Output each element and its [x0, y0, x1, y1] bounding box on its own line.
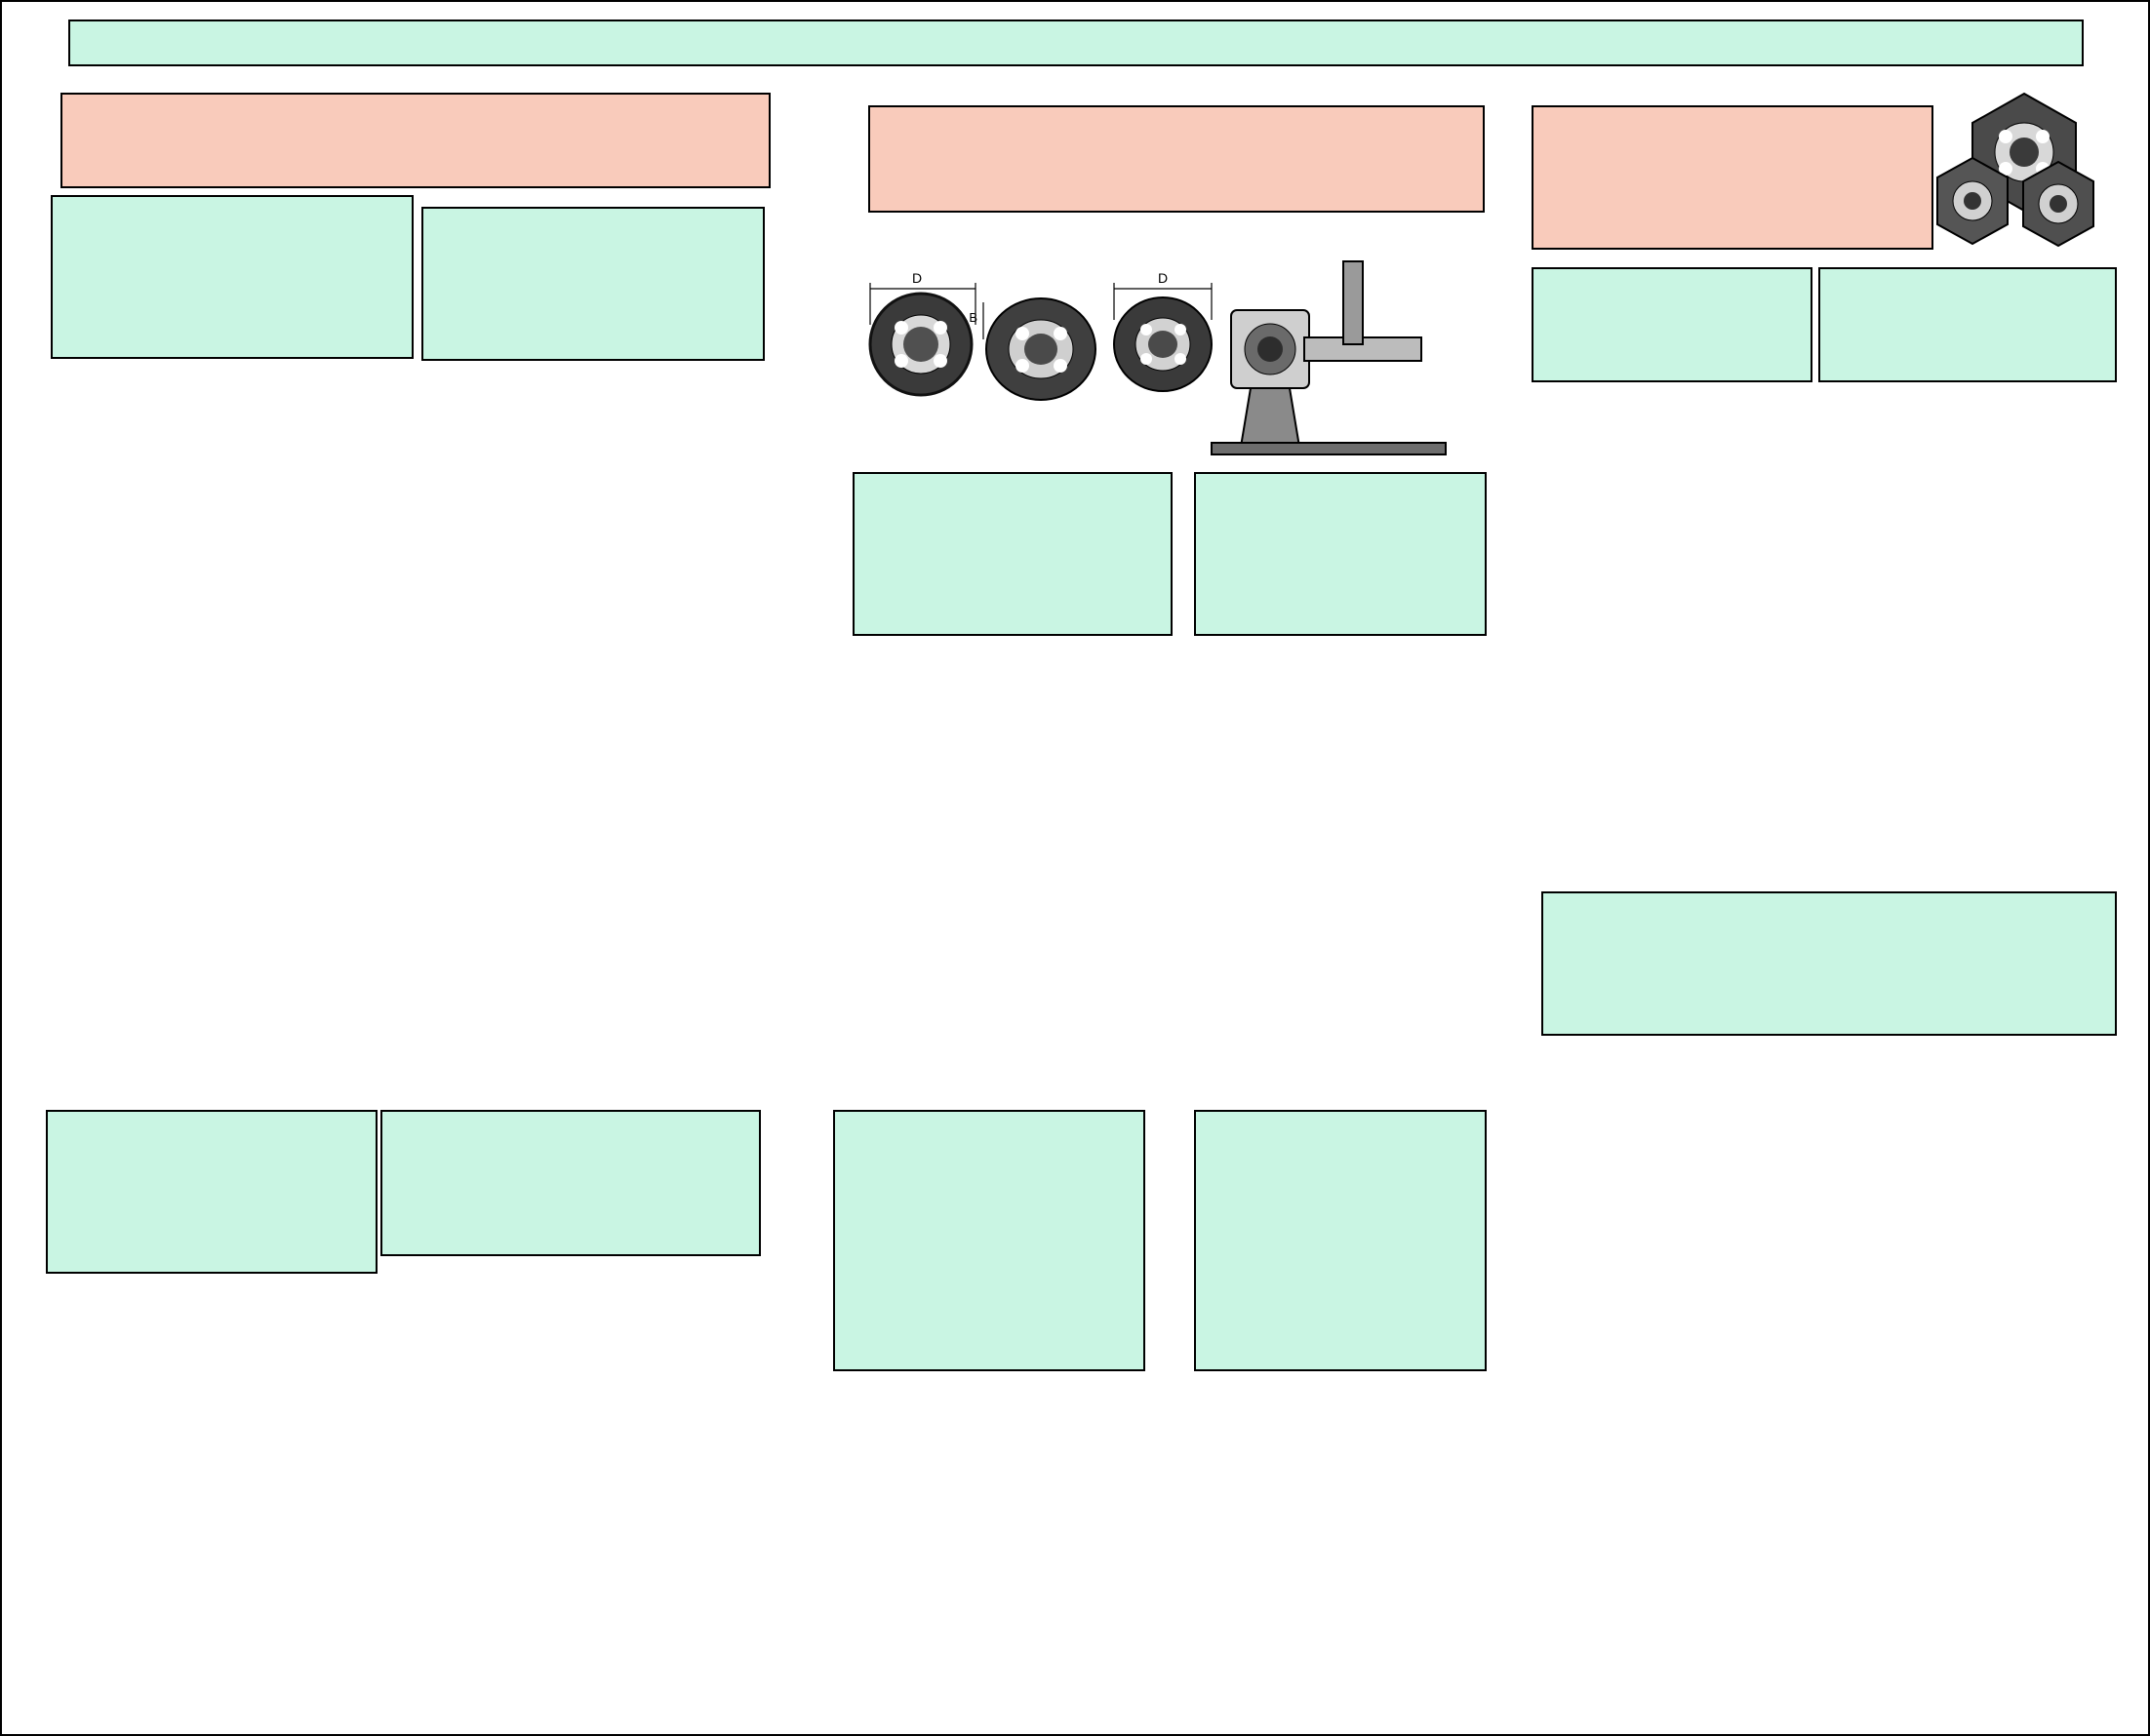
- header-adjustable-round: [868, 105, 1485, 213]
- header-straight-pipe-dies: [853, 472, 1173, 636]
- header-metric-fine-dies: [421, 207, 765, 361]
- header-metric-coarse-dies: [51, 195, 414, 359]
- header-hex-rethreading: [1532, 105, 1933, 250]
- header-metric-coarse-thread: [1532, 267, 1812, 382]
- svg-text:B: B: [969, 310, 977, 325]
- svg-text:D: D: [1157, 270, 1169, 286]
- svg-text:D: D: [911, 270, 923, 286]
- header-straight-american: [833, 1110, 1145, 1371]
- hex-dies-illustration: [1931, 88, 2117, 263]
- header-whitworth-coarse-thread: [1818, 267, 2117, 382]
- header-taper-american: [1194, 1110, 1487, 1371]
- die-illustration: [860, 252, 1485, 456]
- page-title: [68, 20, 2084, 66]
- header-whitworth-coarse-dies: [380, 1110, 761, 1256]
- hex-dies-svg: [1931, 88, 2117, 263]
- header-straight-or-taper: [1541, 891, 2117, 1036]
- header-unified-coarse: [46, 1110, 378, 1274]
- die-illustration-svg: [860, 252, 1485, 456]
- header-taper-pipe-dies: [1194, 472, 1487, 636]
- header-round-dies: [60, 93, 771, 188]
